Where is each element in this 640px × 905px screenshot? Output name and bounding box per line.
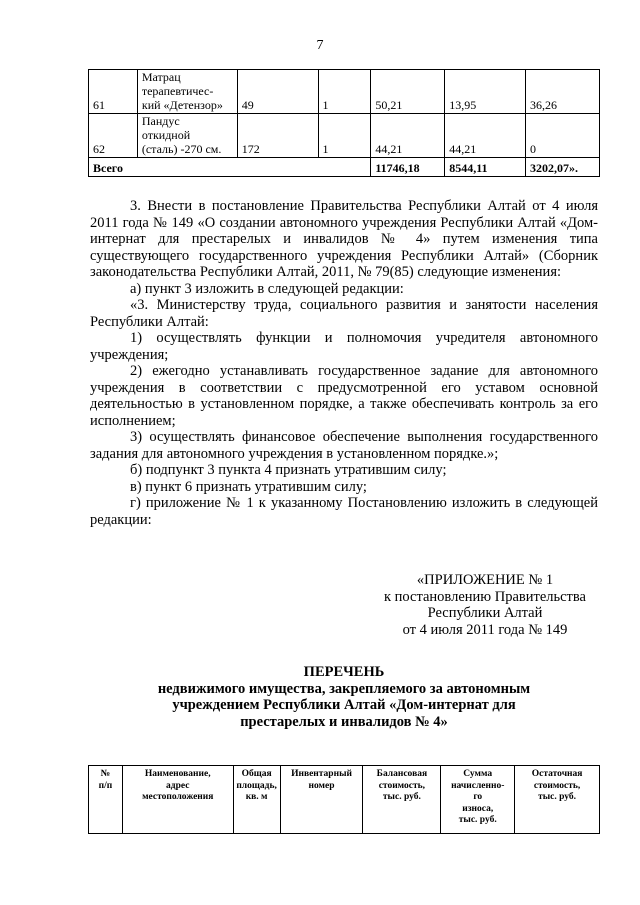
column-header-line: Сумма [463,769,493,779]
column-header [441,766,515,834]
table-row [89,70,600,114]
item-area: 49 [237,70,318,114]
column-header-line: износа, [462,803,494,814]
paragraph-v: в) пункт 6 признать утратившим силу; [130,478,367,495]
column-header [89,766,123,834]
item-name-line: откидной [141,128,191,142]
appendix-line: к постановлению Правительства [384,588,586,605]
heading-line: учреждением Республики Алтай «Дом-интернат для [172,697,516,713]
column-header-line: адрес [166,780,190,791]
table-header-row [89,766,600,834]
item-quantity: 1 [318,114,371,158]
column-header-line: го [473,792,483,802]
column-header-line: Инвентарный [291,769,352,779]
column-header-line: стоимость, [378,780,426,791]
paragraph-g: г) приложение № 1 к указанному Постановлению изложить в следующей редакции: [90,495,598,528]
column-header-line: начисленно- [451,780,505,791]
column-header [233,766,280,834]
column-header-line: тыс. руб. [538,792,577,802]
property-list-table [88,765,600,834]
item-name-line: Матрац [141,70,181,84]
item-depreciation: 44,21 [445,114,526,158]
body-text [90,198,598,528]
item-name [137,114,237,158]
total-label: Всего [89,158,371,177]
column-header-line: кв. м [245,792,268,802]
column-header-line: Общая [241,769,272,779]
item-name-line: кий «Детензор» [141,98,223,112]
paragraph-b: б) подпункт 3 пункта 4 признать утратившим силу; [130,462,447,478]
item-residual: 0 [526,114,600,158]
item-balance: 44,21 [371,114,445,158]
column-header-line: п/п [98,780,113,791]
column-header-line: тыс. руб. [382,792,421,802]
item-name-line: терапевтичес- [141,84,214,98]
column-header-line: номер [308,780,335,791]
column-header-line: Балансовая [376,769,428,779]
item-quantity: 1 [318,70,371,114]
column-header-line: площадь, [236,780,277,791]
column-header-line: стоимость, [533,780,581,791]
table-row [89,114,600,158]
item-name [137,70,237,114]
heading-line: недвижимого имущества, закрепляемого за автономным [157,680,531,697]
column-header [515,766,600,834]
item-name-line: Пандус [141,114,180,128]
column-header [280,766,363,834]
total-residual: 3202,07». [526,158,600,177]
paragraph-item-1: 1) осуществлять функции и полномочия учредителя автономного учреждения; [90,330,598,363]
row-number: 62 [89,114,138,158]
heading-title: ПЕРЕЧЕНЬ [303,664,385,680]
row-number: 61 [89,70,138,114]
appendix-title: «ПРИЛОЖЕНИЕ № 1 [416,572,554,588]
assets-table-continuation [88,69,600,177]
list-heading [90,664,598,730]
appendix-date: от 4 июля 2011 года № 149 [402,621,568,638]
heading-line: престарелых и инвалидов № 4» [240,713,448,730]
item-area: 172 [237,114,318,158]
item-residual: 36,26 [526,70,600,114]
item-balance: 50,21 [371,70,445,114]
column-header-line: Остаточная [531,769,583,779]
column-header [122,766,233,834]
column-header [363,766,441,834]
column-header-line: местоположения [142,792,214,802]
page-number: 7 [316,38,324,53]
item-name-line: (сталь) -270 см. [141,142,222,156]
column-header-line: Наименование, [144,769,211,779]
total-balance: 11746,18 [371,158,445,177]
column-header-line: тыс. руб. [458,815,497,825]
total-row [89,158,600,177]
total-depreciation: 8544,11 [445,158,526,177]
paragraph-item-3: 3) осуществлять финансовое обеспечение выполнения государственного задания для автономного учреждения в установленном порядке.»; [90,429,598,462]
item-depreciation: 13,95 [445,70,526,114]
column-header-line: № [100,769,111,779]
paragraph-a: а) пункт 3 изложить в следующей редакции: [130,280,404,297]
appendix-block [384,572,586,638]
paragraph-3: 3. Внести в постановление Правительства Республики Алтай от 4 июля 2011 года № 149 «О создании автономного учреждения Республики Алтай «Дом-интернат для престарелых и инвалидов № 4» путем изменения типа существующего государственного учреждения Республики Алтай» (Сборник законодательства Республики Алтай, 2011, № 79(85) следующие изменения: [90,198,598,280]
appendix-line: Республики Алтай [427,605,543,621]
paragraph-quote-3: «3. Министерству труда, социального развития и занятости населения Республики Алтай: [90,297,598,330]
paragraph-item-2: 2) ежегодно устанавливать государственное задание для автономного учреждения в соответствии с предусмотренной его уставом основной деятельностью в установленном порядке, а также обеспечивать контроль за его исполнением; [90,363,598,429]
